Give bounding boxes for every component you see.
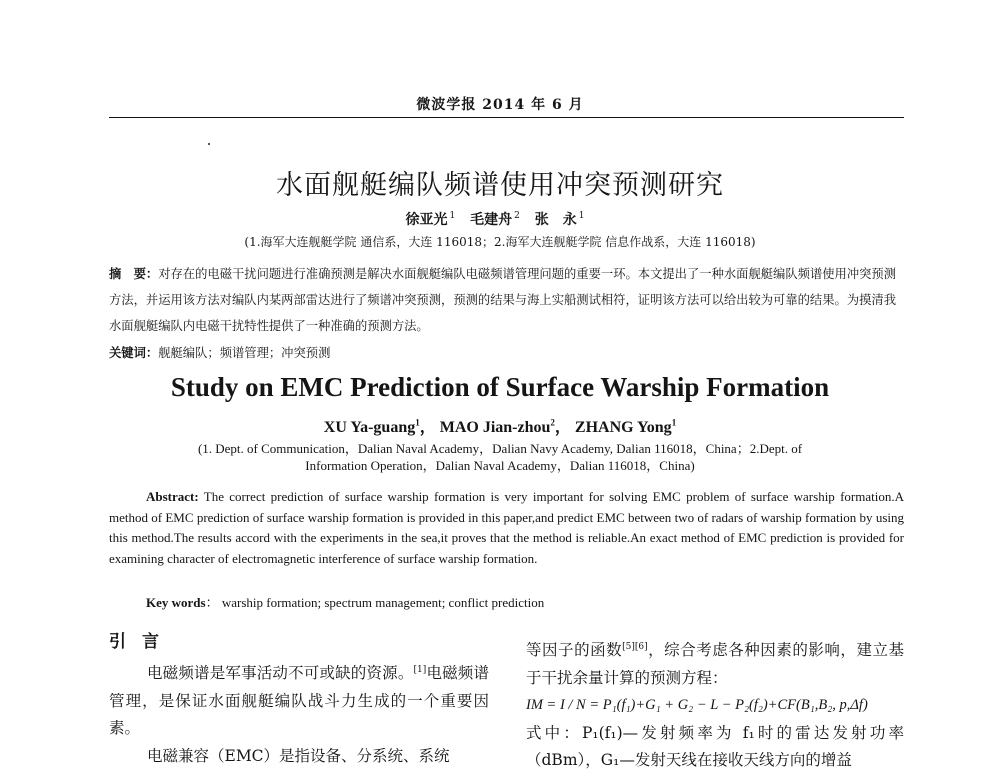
body-paragraph xyxy=(109,657,489,743)
english-keywords-text: ： warship formation; spectrum management; conflict prediction xyxy=(205,595,545,610)
prediction-equation: IM = I / N = P₁(f₁)+G₁ + G₂ − L − P₂(f₂)+CF(B₁,B₂, p,Δf) xyxy=(526,697,868,714)
header-rule xyxy=(109,117,904,118)
author-affiliation-mark: 2 xyxy=(550,417,555,428)
chinese-keywords-label: 关键词： xyxy=(109,345,159,360)
author-affiliation-mark: 2 xyxy=(514,211,520,222)
chinese-title: 水面舰艇编队频谱使用冲突预测研究 xyxy=(276,170,724,201)
right-column xyxy=(526,634,904,775)
chinese-abstract xyxy=(109,261,904,339)
author-name: 张 永 xyxy=(534,212,577,228)
citation: [5][6] xyxy=(622,642,648,652)
chinese-keywords xyxy=(109,340,904,366)
speck xyxy=(208,143,210,145)
chinese-abstract-label: 摘 要： xyxy=(109,266,159,281)
english-authors: XU Ya-guang$^1$， MAO Jian-zhou$^2$， ZHANG Yong$^1$ xyxy=(323,417,677,436)
chinese-authors xyxy=(0,209,1000,229)
english-abstract xyxy=(109,487,904,569)
body-text: 电磁频谱是军事活动不可或缺的资源。 xyxy=(147,664,414,683)
body-text: 电磁频谱管理，是保证水面舰艇编队战斗力生成的一个重要因素。 xyxy=(109,664,489,738)
english-affiliation-line: (1. Dept. of Communication，Dalian Naval Academy，Dalian Navy Academy, Dalian 116018，China；2.Dept. of xyxy=(197,441,803,456)
author-affiliation-mark: 1 xyxy=(578,211,585,222)
body-text: 等因子的函数 xyxy=(526,641,623,660)
english-abstract-label: Abstract: xyxy=(146,489,199,504)
english-keywords-label: Key words xyxy=(146,595,206,610)
english-title: Study on EMC Prediction of Surface Warship Formation xyxy=(170,372,830,402)
body-paragraph: 式中：P₁(f₁)—发射频率为 f₁时的雷达发射功率（dBm），G₁—发射天线在接收天线方向的增益 xyxy=(526,723,904,770)
chinese-abstract-text: 对存在的电磁干扰问题进行准确预测是解决水面舰艇编队电磁频谱管理问题的重要一环。本文提出了一种水面舰艇编队频谱使用冲突预测方法，并运用该方法对编队内某两部雷达进行了频谱冲突预测，预测的结果与海上实船测试相符，证明该方法可以给出较为可靠的结果。为摸清我水面舰艇编队内电磁干扰特性提供了一种准确的预测方法。 xyxy=(109,267,897,333)
section-heading: 引言 xyxy=(109,632,175,652)
english-affiliation-line: Information Operation，Dalian Naval Academy，Dalian 116018，China) xyxy=(305,458,695,473)
author-affiliation-mark: 1 xyxy=(671,417,677,428)
body-paragraph: 电磁兼容（EMC）是指设备、分系统、系统 xyxy=(147,746,450,765)
author-name: 毛建舟 xyxy=(470,212,513,228)
english-affiliation xyxy=(0,440,1000,474)
citation: [1] xyxy=(413,665,427,675)
body-paragraph xyxy=(526,634,904,692)
author-name: ZHANG Yong xyxy=(574,419,672,436)
author-name: XU Ya-guang xyxy=(323,419,416,436)
left-column xyxy=(109,657,489,770)
running-header: 微波学报 2014 年 6 月 xyxy=(416,97,584,113)
english-abstract-text: The correct prediction of surface warship formation is very important for solving EMC problem of surface warship formation.A method of EMC prediction of surface warship formation is provided in this paper,and predict EMC between two of radars of warship formation by using this method.The results accord with the experiments in the sea,it proves that the method is reliable.An exact method of EMC prediction is provided for examining character of electromagnetic interference of surface warship formation. xyxy=(109,489,904,566)
author-name: 徐亚光 xyxy=(405,212,448,228)
english-keywords xyxy=(146,592,544,611)
author-affiliation-mark: 1 xyxy=(449,211,456,222)
author-affiliation-mark: 1 xyxy=(415,417,420,428)
chinese-affiliation: (1.海军大连舰艇学院 通信系，大连 116018；2.海军大连舰艇学院 信息作战系，大连 116018) xyxy=(244,235,756,249)
author-name: MAO Jian-zhou xyxy=(439,419,551,436)
chinese-keywords-text: 舰艇编队；频谱管理；冲突预测 xyxy=(158,346,331,360)
body-text: ，综合考虑各种因素的影响，建立基于干扰余量计算的预测方程： xyxy=(526,641,904,687)
